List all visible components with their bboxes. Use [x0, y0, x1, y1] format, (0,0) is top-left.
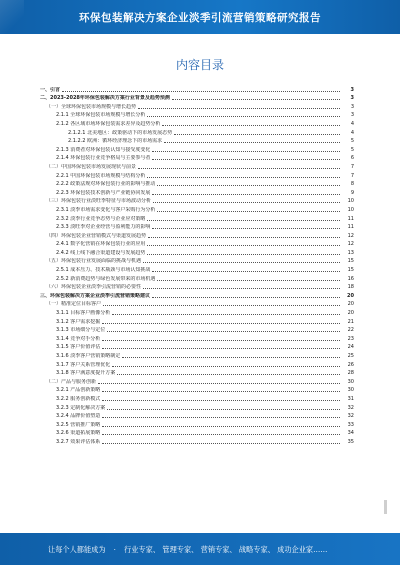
report-title: 环保包装解决方案企业淡季引流营销策略研究报告 — [79, 12, 321, 24]
toc-entry-text: 2.2.3 环保包装技术创新与产业链协同发展 — [56, 189, 151, 196]
toc-entry-text: 3.2.5 营销推广策略 — [56, 421, 101, 428]
toc-leader-dots — [102, 443, 340, 444]
toc-page-number: 8 — [350, 181, 354, 188]
toc-entry[interactable] — [40, 273, 354, 282]
toc-entry[interactable] — [40, 333, 354, 342]
toc-entry-text: 3.2.1 产品创新策略 — [56, 387, 101, 394]
toc-entry[interactable] — [40, 307, 354, 316]
toc-leader-dots — [152, 194, 340, 195]
header-accent — [0, 0, 24, 34]
toc-entry[interactable] — [40, 161, 354, 170]
toc-entry[interactable] — [40, 282, 354, 291]
toc-page-number: 10 — [347, 206, 354, 213]
toc-entry-text: 2.3.1 淡季市场需求变化与客户采购行为分析 — [56, 206, 156, 213]
toc-entry[interactable] — [40, 84, 354, 93]
toc-entry[interactable] — [40, 419, 354, 428]
toc-page-number: 12 — [347, 232, 354, 239]
toc-entry-text: 2.1.1 全球环保包装市场规模与增长分析 — [56, 112, 146, 119]
toc-leader-dots — [98, 383, 340, 384]
toc-page-number: 32 — [347, 413, 354, 420]
toc-entry[interactable] — [40, 196, 354, 205]
toc-leader-dots — [143, 288, 340, 289]
toc-page-number: 3 — [350, 86, 354, 93]
toc-entry-text: 2.1.3 消费者对环保包装认知与接受度变化 — [56, 146, 151, 153]
toc-leader-dots — [152, 159, 340, 160]
toc-entry-text: 2.3.2 淡季行业竞争态势与企业应对策略 — [56, 215, 146, 222]
toc-entry[interactable] — [40, 411, 354, 420]
toc-page-number: 4 — [350, 120, 354, 127]
toc-page-number: 30 — [347, 387, 354, 394]
toc-page-number: 18 — [347, 284, 354, 291]
toc-page-number: 10 — [347, 198, 354, 205]
toc-leader-dots — [174, 134, 340, 135]
toc-leader-dots — [172, 99, 340, 100]
toc-entry[interactable] — [40, 136, 354, 145]
toc-leader-dots — [157, 280, 340, 281]
toc-leader-dots — [147, 116, 340, 117]
toc-page-number: 7 — [350, 163, 354, 170]
toc-entry[interactable] — [40, 299, 354, 308]
toc-entry-text: 2.1.2 各区域市场环保包装需求差异及趋势分析 — [56, 120, 161, 127]
toc-entry-text: 3.2.3 定制化解决方案 — [56, 404, 106, 411]
toc-page-number: 25 — [347, 353, 354, 359]
toc-page-number: 7 — [350, 172, 354, 179]
toc-leader-dots — [102, 434, 340, 435]
toc-entry[interactable] — [40, 144, 354, 153]
toc-entry[interactable] — [40, 153, 354, 162]
toc-title: 内容目录 — [175, 58, 224, 72]
page-edge-marker — [384, 500, 387, 514]
toc-page-number: 32 — [347, 404, 354, 411]
toc-entry-text: 3.1.6 淡季客户营销策略制定 — [56, 353, 121, 359]
toc-leader-dots — [102, 348, 340, 349]
toc-page-number: 33 — [347, 421, 354, 428]
toc-leader-dots — [152, 271, 340, 272]
toc-entry-text: 2.2.1 中国环保包装市场规模与结构分析 — [56, 172, 146, 179]
toc-leader-dots — [147, 245, 340, 246]
toc-entry-text: 2.4.1 数字化营销在环保包装行业的应用 — [56, 241, 146, 248]
toc-entry-text: 一、引言 — [40, 86, 61, 93]
toc-entry[interactable] — [40, 101, 354, 110]
toc-entry[interactable] — [40, 213, 354, 222]
toc-entry-text: 2.4.2 线上线下融合渠道建设与发展趋势 — [56, 249, 146, 256]
toc-entry-text: （五）环保包装行业发展面临的挑战与机遇 — [46, 258, 142, 265]
toc-entry[interactable] — [40, 290, 354, 299]
toc-entry[interactable] — [40, 230, 354, 239]
toc-page-number: 20 — [347, 301, 354, 308]
toc-entry[interactable] — [40, 376, 354, 385]
footer-item-separator: 、 — [191, 545, 199, 554]
toc-entry[interactable] — [40, 325, 354, 334]
footer-item-separator: 、 — [229, 545, 237, 554]
toc-entry[interactable] — [40, 239, 354, 248]
toc-entry-text: 3.2.2 服务创新模式 — [56, 395, 101, 402]
toc-entry[interactable] — [40, 179, 354, 188]
toc-entry-text: 3.1.5 客户价值评估 — [56, 344, 101, 351]
toc-leader-dots — [147, 220, 340, 221]
toc-entry-text: （一）精准定位目标客户 — [46, 301, 102, 308]
toc-page-number: 16 — [347, 275, 354, 282]
toc-leader-dots — [102, 417, 340, 418]
toc-page-number: 11 — [347, 215, 354, 222]
toc-page-number: 26 — [347, 361, 354, 368]
footer-item-separator: 、 — [152, 545, 161, 554]
toc-leader-dots — [157, 211, 340, 212]
toc-entry[interactable] — [40, 170, 354, 179]
toc-leader-dots — [107, 331, 340, 332]
toc-entry-text: 3.1.7 客户关系管理优化 — [56, 361, 111, 368]
toc-entry-text: （二）中国环保包装市场发展现状与前景 — [46, 163, 137, 170]
toc-entry[interactable] — [40, 342, 354, 351]
toc-entry[interactable] — [40, 247, 354, 256]
toc-entry-text: 3.1.3 市场细分与定位 — [56, 327, 106, 334]
toc-leader-dots — [152, 151, 340, 152]
toc-entry[interactable] — [40, 402, 354, 411]
footer-item: 成功企业家…… — [277, 545, 328, 554]
footer-item-separator: 、 — [267, 545, 275, 554]
toc-entry[interactable] — [40, 110, 354, 119]
toc-leader-dots — [102, 426, 340, 427]
toc-page-number: 3 — [350, 112, 354, 119]
toc-entry[interactable] — [40, 264, 354, 273]
toc-leader-dots — [102, 323, 340, 324]
toc-entry-text: 三、环保包装解决方案企业淡季引流营销策略建议 — [40, 292, 151, 299]
footer-item: 战略专家 — [238, 545, 268, 554]
toc-leader-dots — [112, 314, 340, 315]
toc-leader-dots — [107, 409, 340, 410]
toc-page-number: 20 — [347, 292, 354, 299]
toc-entry[interactable] — [40, 204, 354, 213]
toc-entry[interactable] — [40, 187, 354, 196]
toc-leader-dots — [62, 91, 340, 92]
toc-entry-text: 3.1.4 竞争对手分析 — [56, 335, 101, 342]
footer-banner — [0, 533, 400, 565]
toc-entry[interactable] — [40, 222, 354, 231]
toc-entry-text: 2.5.2 新消费趋势与绿色发展带来的市场机遇 — [56, 275, 156, 282]
toc-entry-text: （三）环保包装行业淡旺季特征与市场波动分析 — [46, 198, 152, 205]
toc-page-number: 13 — [347, 249, 354, 256]
toc-entry-text: 3.1.2 客户需求挖掘 — [56, 318, 101, 325]
toc-leader-dots — [147, 254, 340, 255]
toc-entry[interactable] — [40, 118, 354, 127]
toc-entry-text: （二）产品与服务创新 — [46, 378, 97, 385]
toc-page-number: 31 — [347, 395, 354, 402]
toc-entry-text: 3.2.4 品牌价值塑造 — [56, 413, 101, 420]
footer-slogan: 让每个人都能成为 — [48, 545, 106, 554]
table-of-contents — [40, 84, 354, 445]
toc-entry[interactable] — [40, 436, 354, 445]
toc-entry[interactable] — [40, 93, 354, 102]
toc-page-number: 28 — [347, 370, 354, 377]
toc-leader-dots — [148, 237, 340, 238]
toc-entry-text: （一）全球环保包装市场规模与增长趋势 — [46, 103, 137, 110]
toc-entry-text: 2.1.2.1 北美地区：政策驱动下的市场发展态势 — [68, 129, 173, 136]
toc-entry[interactable] — [40, 350, 354, 359]
toc-page-number: 15 — [347, 258, 354, 265]
toc-page-number: 21 — [347, 318, 354, 325]
toc-entry-text: 3.2.7 效果评估体系 — [56, 438, 101, 445]
toc-page-number: 5 — [350, 146, 354, 153]
toc-page-number: 4 — [350, 129, 354, 136]
toc-page-number: 3 — [350, 95, 354, 102]
toc-entry-text: 2.3.3 淡旺季对企业经营与盈利能力的影响 — [56, 224, 151, 231]
toc-leader-dots — [102, 391, 340, 392]
toc-leader-dots — [122, 357, 340, 358]
footer-separator: · — [113, 545, 116, 554]
toc-page-number: 3 — [350, 103, 354, 110]
toc-entry-text: （四）环保包装企业营销模式与渠道发展趋势 — [46, 232, 147, 239]
toc-entry[interactable] — [40, 428, 354, 437]
toc-leader-dots — [147, 177, 340, 178]
toc-entry-text: 2.2.2 政策法规对环保包装行业的影响与推动 — [56, 181, 156, 188]
toc-page-number: 35 — [347, 438, 354, 445]
toc-page-number: 23 — [347, 335, 354, 342]
toc-entry-text: 2.5.1 成本压力、技术瓶颈与市场认知挑战 — [56, 267, 151, 274]
toc-leader-dots — [157, 185, 340, 186]
toc-entry-text: 3.2.6 渠道拓展策略 — [56, 430, 101, 437]
toc-entry-text: 3.1.1 目标客户画像分析 — [56, 310, 111, 317]
toc-entry[interactable] — [40, 256, 354, 265]
footer-item: 营销专家 — [200, 545, 230, 554]
toc-entry[interactable] — [40, 393, 354, 402]
toc-entry-text: 2.1.2.2 欧洲：循环经济理念下的市场需求 — [68, 138, 163, 145]
toc-page-number: 34 — [347, 430, 354, 437]
toc-leader-dots — [162, 125, 340, 126]
toc-leader-dots — [102, 340, 340, 341]
toc-leader-dots — [152, 297, 340, 298]
report-header — [0, 0, 400, 34]
toc-entry-text: 2.1.4 环保包装行业竞争格局与主要参与者 — [56, 155, 151, 162]
toc-page-number: 22 — [347, 327, 354, 334]
toc-leader-dots — [103, 305, 340, 306]
toc-entry-text: （六）环保包装企业淡季引流营销的必要性 — [46, 284, 142, 291]
toc-entry[interactable] — [40, 385, 354, 394]
toc-entry-text: 3.1.8 客户满意度提升方案 — [56, 370, 116, 377]
toc-leader-dots — [112, 366, 340, 367]
toc-leader-dots — [117, 374, 340, 375]
toc-page-number: 6 — [350, 155, 354, 162]
toc-page-number: 24 — [347, 344, 354, 351]
footer-item: 管理专家 — [162, 545, 192, 554]
toc-leader-dots — [143, 262, 340, 263]
footer-item: 行业专家 — [124, 545, 153, 554]
toc-entry[interactable] — [40, 127, 354, 136]
toc-page-number: 9 — [350, 189, 354, 196]
toc-page-number: 12 — [347, 241, 354, 248]
toc-entry[interactable] — [40, 359, 354, 368]
toc-page-number: 30 — [347, 378, 354, 385]
toc-leader-dots — [138, 168, 340, 169]
toc-leader-dots — [153, 202, 340, 203]
toc-leader-dots — [164, 142, 340, 143]
toc-leader-dots — [138, 108, 340, 109]
toc-page-number: 11 — [347, 224, 354, 231]
toc-leader-dots — [102, 400, 340, 401]
toc-leader-dots — [152, 228, 340, 229]
toc-entry[interactable] — [40, 316, 354, 325]
toc-entry-text: 二、2023-2028年环保包装解决方案行业背景及趋势预测 — [40, 95, 170, 102]
toc-entry[interactable] — [40, 368, 354, 377]
toc-page-number: 5 — [350, 138, 354, 145]
toc-page-number: 15 — [347, 267, 354, 274]
toc-page-number: 20 — [347, 310, 354, 317]
